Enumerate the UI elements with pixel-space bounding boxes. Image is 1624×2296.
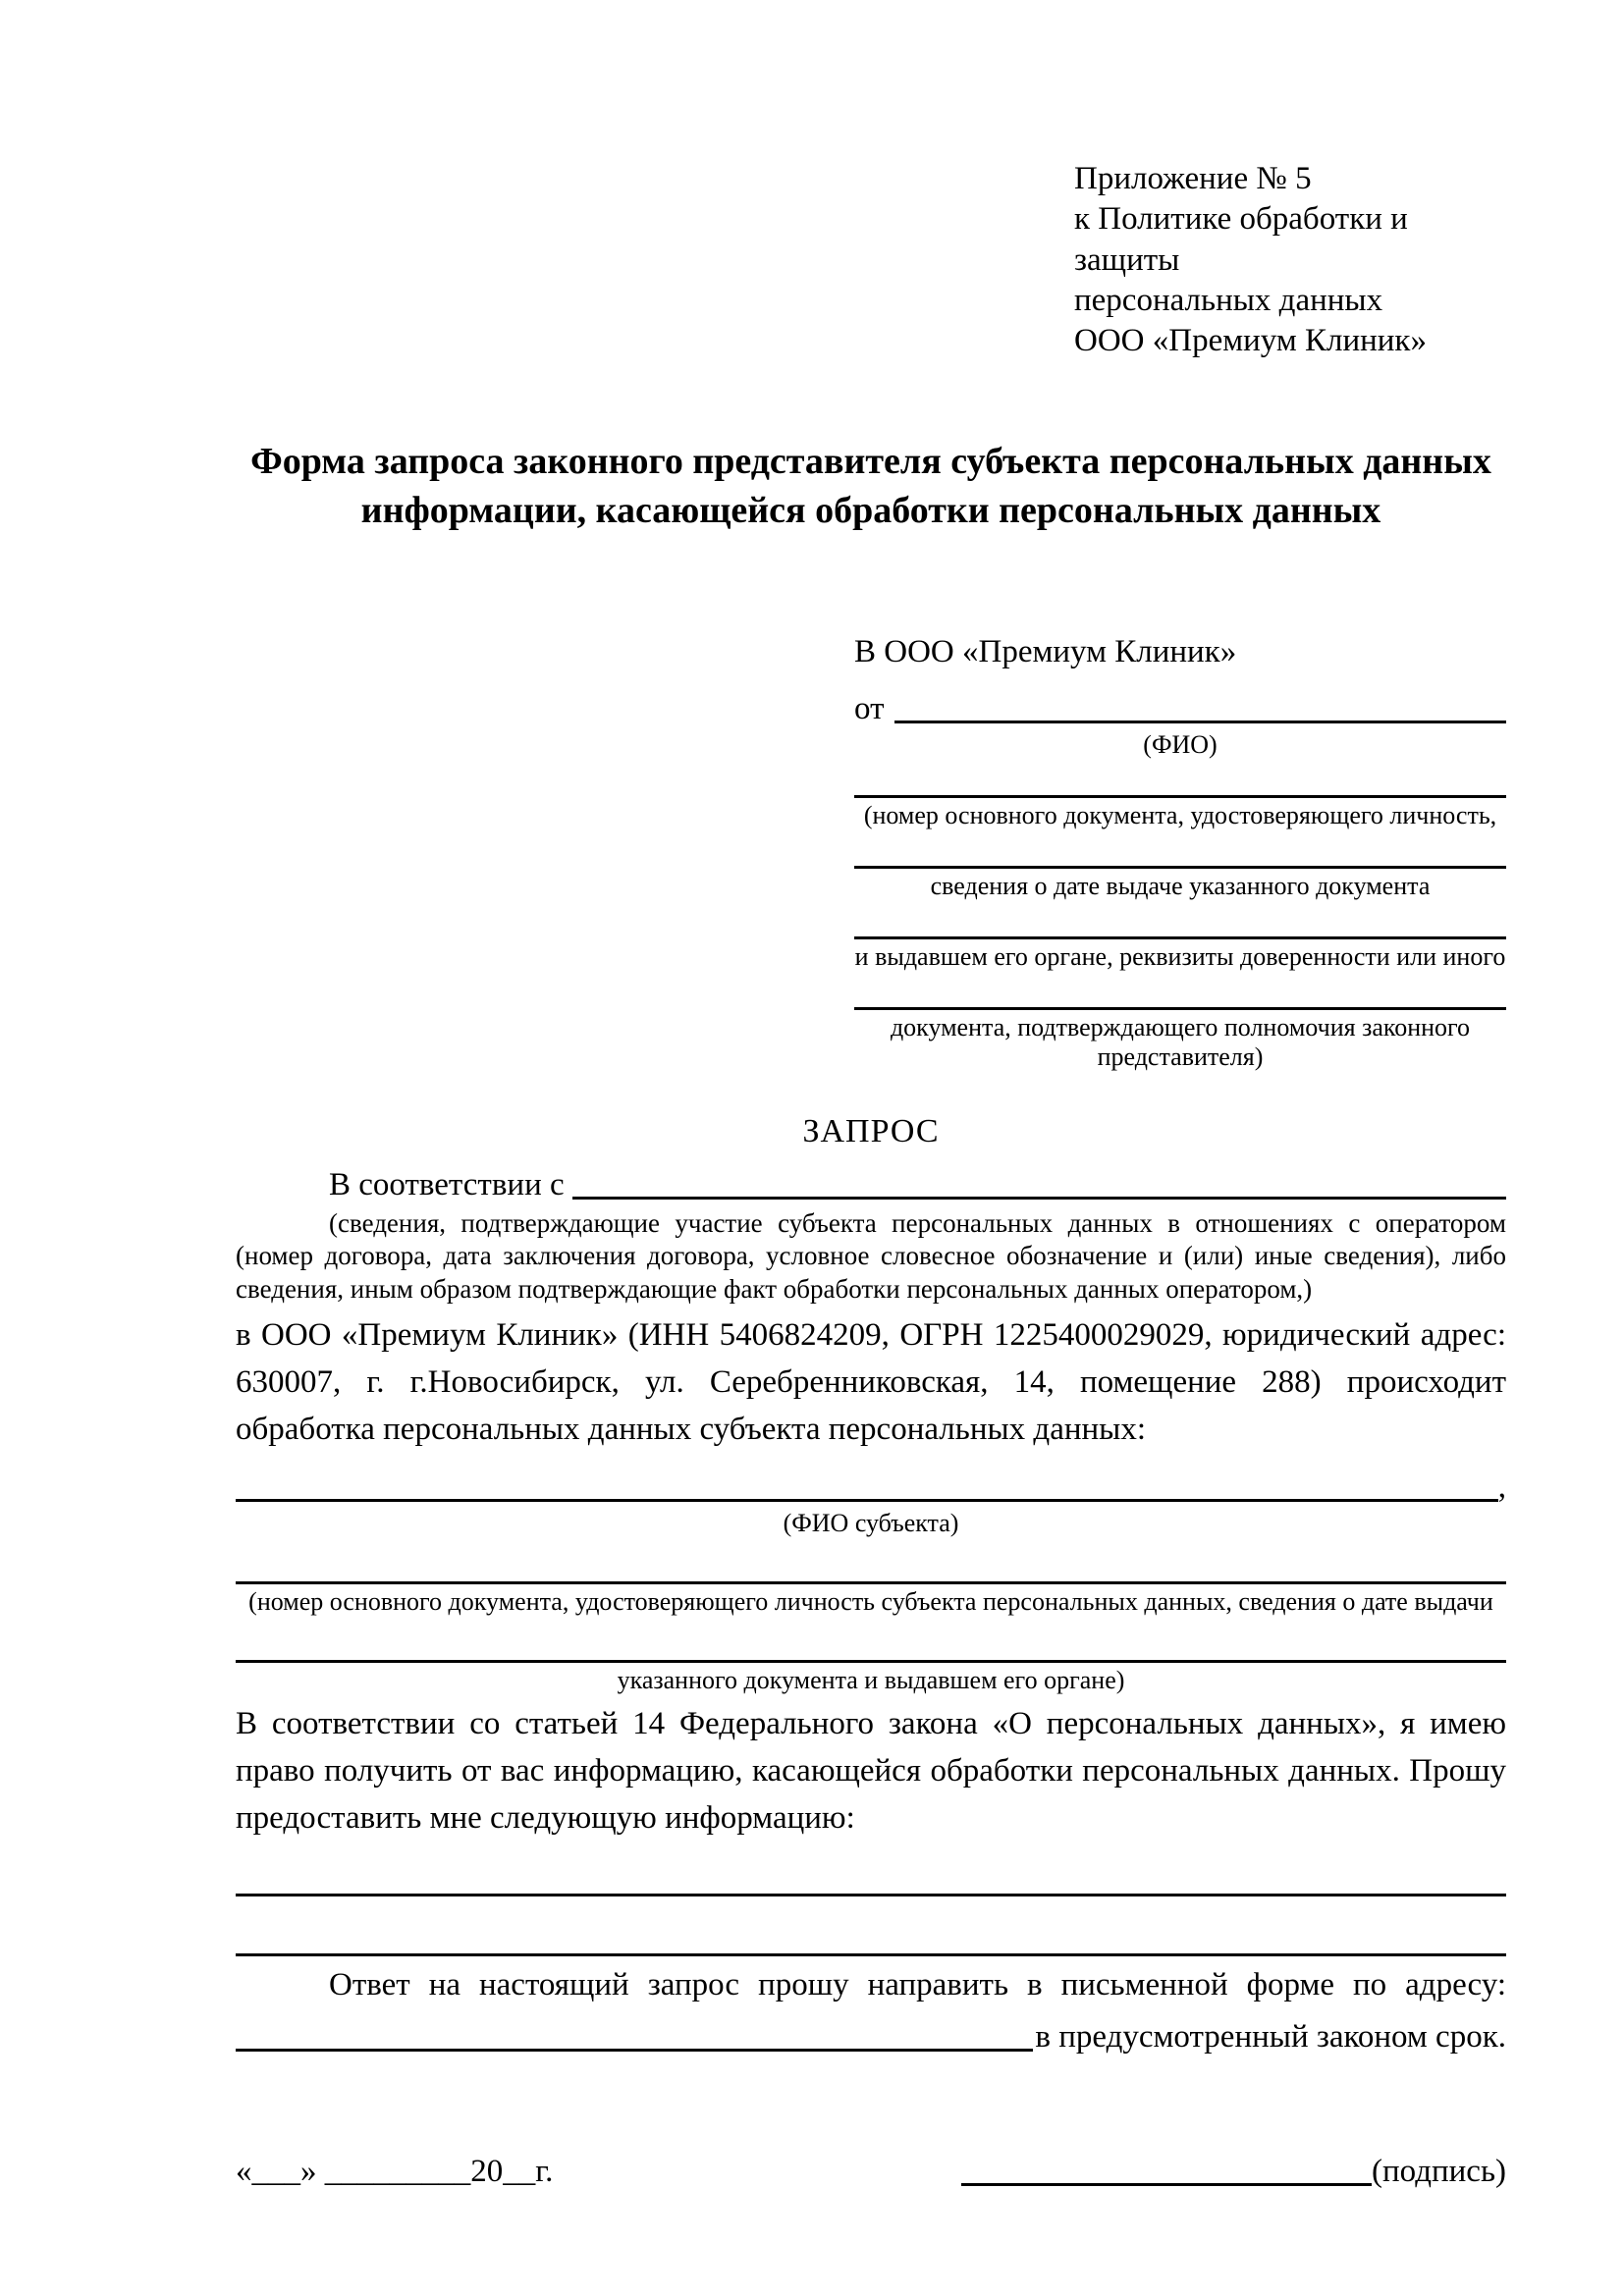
answer-address-row bbox=[236, 2008, 1506, 2056]
document-title: Форма запроса законного представителя субъекта персональных данных информации, касающейся обработки персональных данных bbox=[250, 441, 1491, 531]
appendix-line-2: к Политике обработки и защиты bbox=[1074, 201, 1408, 278]
addressee-organization: В ООО «Премиум Клиник» bbox=[854, 634, 1237, 670]
answer-tail: в предусмотренный законом срок. bbox=[1035, 2019, 1506, 2056]
from-blank-line bbox=[894, 720, 1507, 723]
appendix-line-1: Приложение № 5 bbox=[1074, 161, 1312, 196]
addressee-block bbox=[854, 629, 1506, 1072]
signature-group bbox=[961, 2154, 1506, 2190]
subject-fio-caption: (ФИО субъекта) bbox=[783, 1509, 959, 1538]
request-intro-label: В соответствии с bbox=[329, 1166, 565, 1202]
field-caption: (номер основного документа, удостоверяющего личность, bbox=[863, 801, 1497, 830]
field-caption: и выдавшем его органе, реквизиты доверенности или иного bbox=[854, 941, 1506, 971]
answer-intro-paragraph: Ответ на настоящий запрос прошу направить в письменной форме по адресу: bbox=[329, 1966, 1506, 2002]
representative-document-field-3 bbox=[854, 936, 1506, 972]
subject-document-caption: (номер основного документа, удостоверяющего личность субъекта персональных данных, сведения о дате выдачи bbox=[248, 1587, 1493, 1617]
subject-document-blank-line bbox=[236, 1581, 1506, 1584]
request-intro-row bbox=[236, 1158, 1506, 1203]
basis-blank-line bbox=[572, 1196, 1506, 1200]
subject-document-caption-2: указанного документа и выдавшем его органе) bbox=[617, 1666, 1125, 1695]
fio-caption: (ФИО) bbox=[1143, 730, 1218, 760]
subject-fio-row bbox=[236, 1463, 1506, 1506]
blank-line bbox=[854, 795, 1506, 798]
signature-row bbox=[236, 2154, 1506, 2190]
subject-document-blank-line-2 bbox=[236, 1660, 1506, 1663]
representative-document-field-2 bbox=[854, 866, 1506, 901]
appendix-line-4: ООО «Премиум Клиник» bbox=[1074, 323, 1427, 358]
request-heading: ЗАПРОС bbox=[802, 1112, 940, 1149]
from-label: от bbox=[854, 691, 885, 727]
date-blank: «___» _________20__г. bbox=[236, 2154, 554, 2190]
representative-document-field-4 bbox=[854, 1007, 1506, 1072]
law-paragraph: В соответствии со статьей 14 Федерального закона «О персональных данных», я имею право получить от вас информацию, касающейся обработки персональных данных. Прошу предоставить мне следующую информацию: bbox=[236, 1706, 1506, 1836]
information-blank-line-1 bbox=[236, 1894, 1506, 1896]
subject-fio-comma: , bbox=[1497, 1469, 1506, 1506]
from-row bbox=[854, 682, 1506, 727]
blank-line bbox=[854, 936, 1506, 939]
appendix-line-3: персональных данных bbox=[1074, 282, 1383, 318]
subject-fio-blank-line bbox=[236, 1498, 1498, 1502]
field-caption: документа, подтверждающего полномочия законного представителя) bbox=[890, 1012, 1471, 1071]
signature-blank-line bbox=[961, 2183, 1372, 2186]
representative-document-field-1 bbox=[854, 795, 1506, 830]
signature-caption: (подпись) bbox=[1372, 2154, 1506, 2190]
operator-paragraph: в ООО «Премиум Клиник» (ИНН 5406824209, ОГРН 1225400029029, юридический адрес: 630007, г. г.Новосибирск, ул. Серебренниковская, 14, помещение 288) происходит обработка персональных данных субъекта персональных данных: bbox=[236, 1316, 1506, 1447]
address-blank-line bbox=[236, 2048, 1033, 2052]
field-caption: сведения о дате выдаче указанного документа bbox=[930, 872, 1431, 900]
appendix-note bbox=[1074, 159, 1506, 361]
blank-line bbox=[854, 1007, 1506, 1010]
blank-line bbox=[854, 866, 1506, 869]
basis-fine-print: (сведения, подтверждающие участие субъекта персональных данных в отношениях с оператором (номер договора, дата заключения договора, условное словесное обозначение и (или) иные сведения), либо сведения, иным образом подтверждающие факт обработки персональных данных оператором,) bbox=[236, 1207, 1506, 1305]
information-blank-line-2 bbox=[236, 1953, 1506, 1956]
